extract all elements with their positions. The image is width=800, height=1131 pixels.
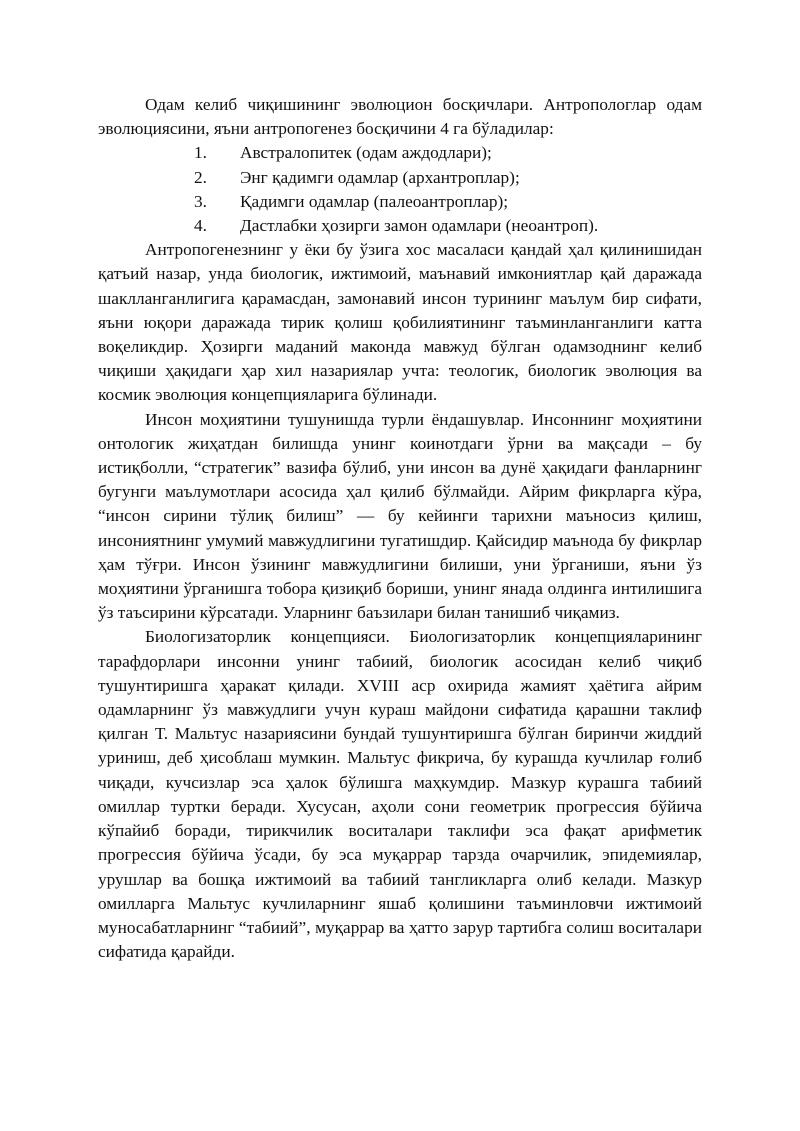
list-item-text: Қадимги одамлар (палеоантроплар); <box>240 191 509 211</box>
human-essence-paragraph: Инсон моҳиятини тушунишда турли ёндашувлар. Инсоннинг моҳиятини онтологик жиҳатдан билишда унинг коинотдаги ўрни ва мақсади – бу истиқболли, “стратегик” вазифа бўлиб, уни инсон ва дунё ҳақидаги фанларнинг бугунги маълумотлари асосида ҳал қилиб бўлмайди. Айрим фикрларга кўра, “инсон сирини тўлиқ билиш” — бу кейинги тарихни маъносиз қилиш, инсониятнинг умумий мавжудлигини тугатишдир. Қайсидир маънода бу фикрлар ҳам тўғри. Инсон ўзининг мавжудлигини билиши, уни ўрганиши, яъни ўз моҳиятини ўрганишга тобора қизиқиб бориши, унинг янада олдинга интилишига ўз таъсирини кўрсатади. Уларнинг баъзилари билан танишиб чиқамиз. <box>98 409 702 623</box>
list-item-text: Австралопитек (одам аждодлари); <box>240 143 492 163</box>
list-item-number: 3. <box>194 191 207 211</box>
list-item <box>98 214 702 238</box>
list-item-number: 2. <box>194 167 207 187</box>
list-item <box>98 190 702 214</box>
biologization-paragraph: Биологизаторлик концепцияси. Биологизаторлик концепцияларининг тарафдорлари инсонни унинг табиий, биологик асосидан келиб чиқиб тушунтиришга ҳаракат қилади. XVIII аср охирида жамият ҳаётига айрим одамларнинг ўз мавжудлиги учун кураш майдони сифатида қарашни таклиф қилган Т. Мальтус назариясини бундай тушунтиришга бўлган биринчи жиддий уриниш, деб ҳисоблаш мумкин. Мальтус фикрича, бу курашда кучлилар ғолиб чиқади, кучсизлар эса ҳалок бўлишга маҳкумдир. Мазкур курашга табиий омиллар туртки беради. Хусусан, аҳоли сони геометрик прогрессия бўйича кўпайиб боради, тирикчилик воситалари таклифи эса фақат арифметик прогрессия бўйича ўсади, бу эса муқаррар тарзда очарчилик, эпидемиялар, урушлар ва бошқа ижтимоий ва табиий тангликларга олиб келади. Мазкур омилларга Мальтус кучлиларнинг яшаб қолишини таъминловчи ижтимоий муносабатларнинг “табиий”, муқаррар ва ҳатто зарур тартибга солиш воситалари сифатида қарайди. <box>98 627 702 962</box>
document-page <box>98 93 702 964</box>
list-item <box>98 141 702 165</box>
list-item-number: 1. <box>194 143 207 163</box>
anthropogenesis-paragraph: Антропогенезнинг у ёки бу ўзига хос масаласи қандай ҳал қилинишидан қатъий назар, унда биологик, ижтимоий, маънавий имкониятлар қай даражада шаклланганлигига қарамасдан, замонавий инсон турининг маълум бир сифати, яъни юқори даражада тирик қолиш қобилиятининг таъминланганлиги катта воқеликдир. Ҳозирги маданий маконда мавжуд бўлган одамзоднинг келиб чиқиши ҳақидаги ҳар хил назариялар учта: теологик, биологик эволюция ва космик эволюция концепцияларига бўлинади. <box>98 240 702 405</box>
evolution-stages-list <box>98 141 702 238</box>
list-item <box>98 166 702 190</box>
list-item-text: Дастлабки ҳозирги замон одамлари (неоантроп). <box>240 216 599 236</box>
list-item-text: Энг қадимги одамлар (архантроплар); <box>240 167 520 187</box>
intro-paragraph: Одам келиб чиқишининг эволюцион босқичлари. Антропологлар одам эволюциясини, яъни антропогенез босқичини 4 га бўладилар: <box>98 95 702 139</box>
list-item-number: 4. <box>194 216 207 236</box>
